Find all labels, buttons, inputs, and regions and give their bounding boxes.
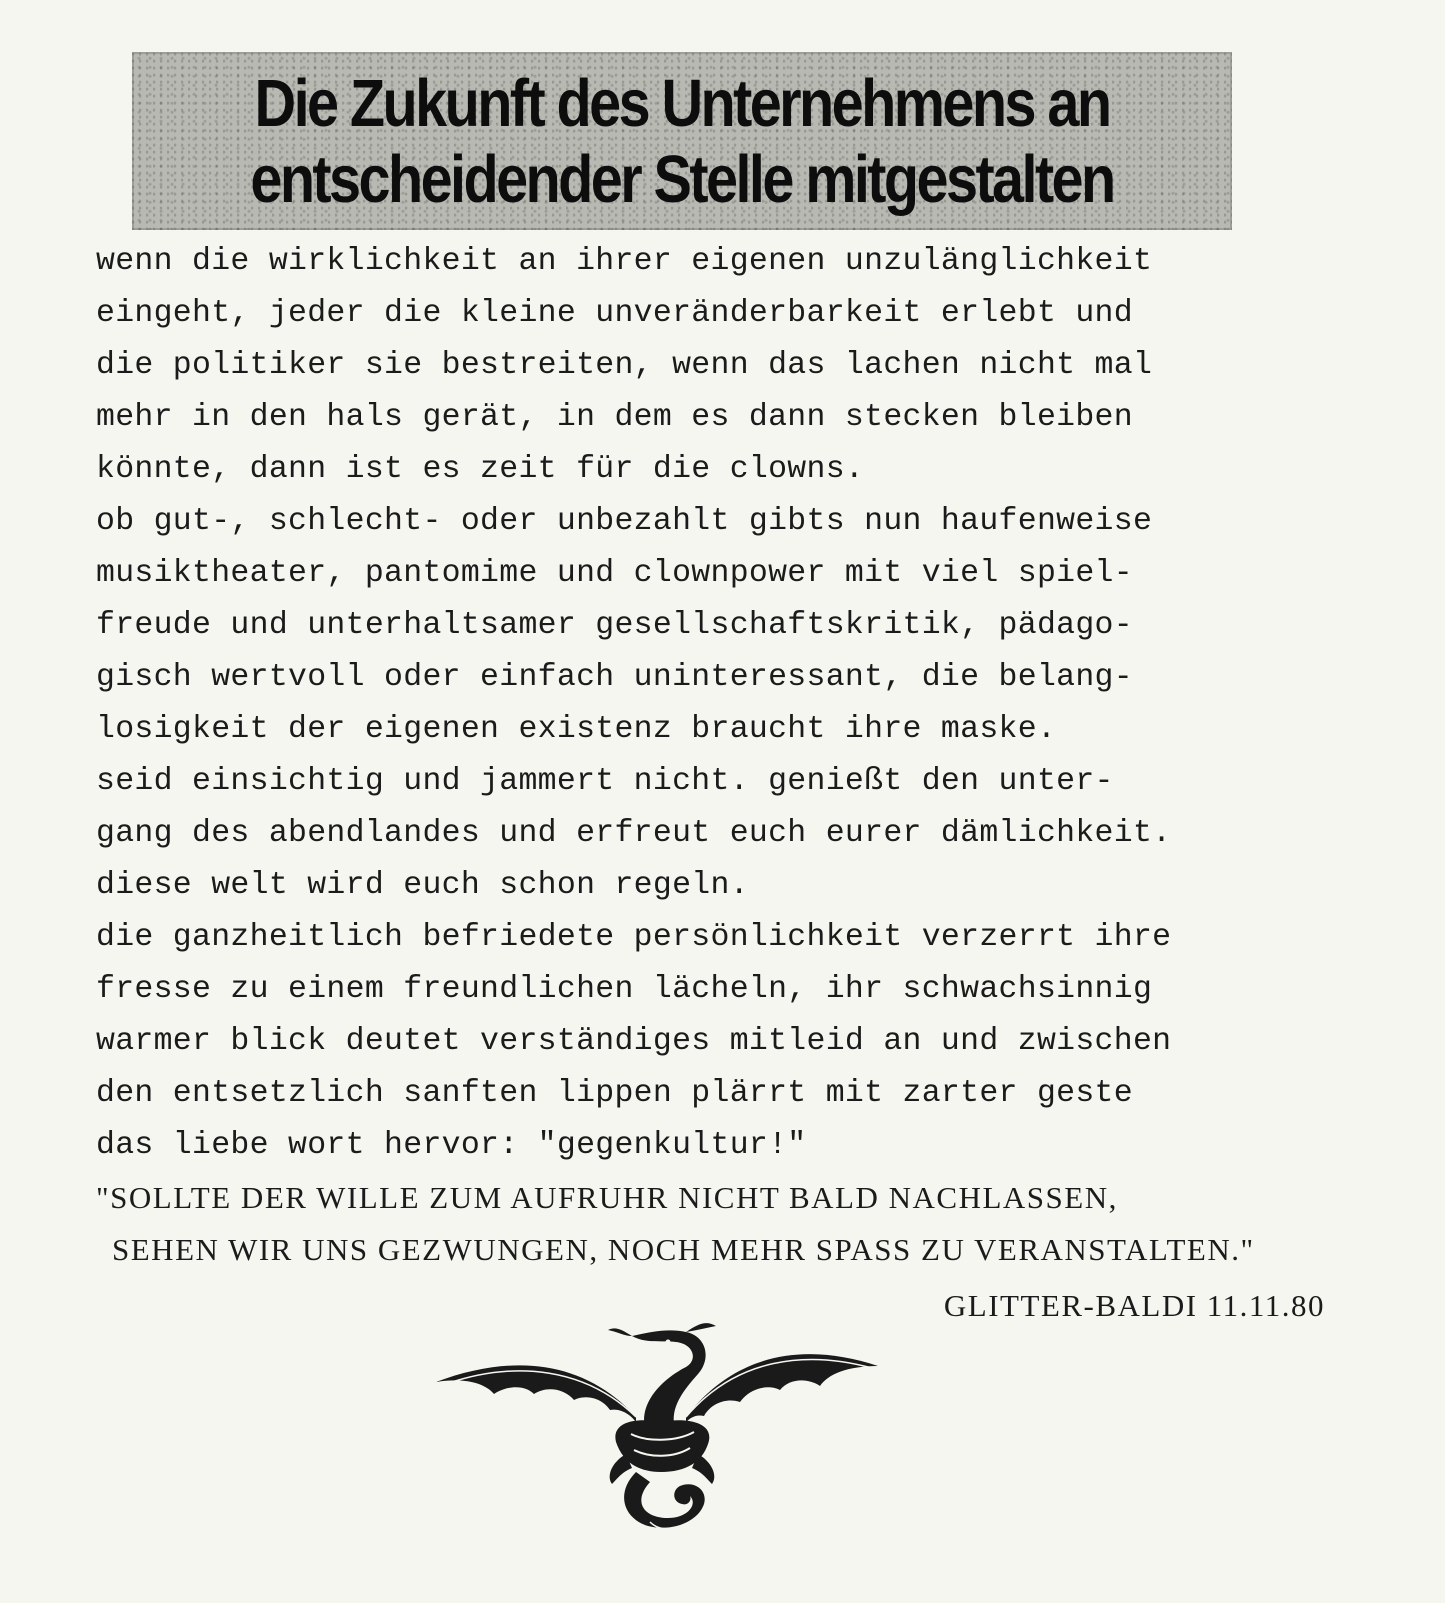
body-line: gang des abendlandes und erfreut euch eurer dämlichkeit.: [96, 816, 1172, 851]
body-line: musiktheater, pantomime und clownpower mit viel spiel-: [96, 556, 1133, 591]
signature: GLITTER-BALDI 11.11.80: [943, 1288, 1325, 1323]
body-line: könnte, dann ist es zeit für die clowns.: [96, 452, 865, 487]
quote-line-2: SEHEN WIR UNS GEZWUNGEN, NOCH MEHR SPASS ZU VERANSTALTEN.": [112, 1232, 1255, 1267]
body-line: fresse zu einem freundlichen lächeln, ihr schwachsinnig: [96, 972, 1153, 1007]
body-line: freude und unterhaltsamer gesellschaftskritik, pädago-: [96, 608, 1133, 643]
body-line: losigkeit der eigenen existenz braucht ihre maske.: [96, 712, 1057, 747]
winged-dragon-icon: [436, 1322, 886, 1542]
body-line: die ganzheitlich befriedete persönlichkeit verzerrt ihre: [96, 920, 1172, 955]
body-line: ob gut-, schlecht- oder unbezahlt gibts nun haufenweise: [96, 504, 1153, 539]
headline-line-2: entscheidender Stelle mitgestalten: [250, 142, 1114, 217]
body-line: mehr in den hals gerät, in dem es dann stecken bleiben: [96, 400, 1133, 435]
body-line: das liebe wort hervor: "gegenkultur!": [96, 1128, 807, 1163]
body-line: gisch wertvoll oder einfach uninteressant, die belang-: [96, 660, 1133, 695]
body-line: warmer blick deutet verständiges mitleid an und zwischen: [96, 1024, 1172, 1059]
body-line: wenn die wirklichkeit an ihrer eigenen unzulänglichkeit: [96, 244, 1153, 279]
body-line: eingeht, jeder die kleine unveränderbarkeit erlebt und: [96, 296, 1133, 331]
body-line: den entsetzlich sanften lippen plärrt mit zarter geste: [96, 1076, 1133, 1111]
headline-line-1: Die Zukunft des Unternehmens an: [254, 66, 1110, 141]
newspaper-headline-clipping: [132, 52, 1232, 230]
body-line: seid einsichtig und jammert nicht. genießt den unter-: [96, 764, 1114, 799]
headline: [209, 66, 1155, 218]
body-text: [96, 236, 1356, 1276]
body-line: die politiker sie bestreiten, wenn das lachen nicht mal: [96, 348, 1153, 383]
body-line: diese welt wird euch schon regeln.: [96, 868, 749, 903]
quote-line-1: "SOLLTE DER WILLE ZUM AUFRUHR NICHT BALD NACHLASSEN,: [96, 1180, 1118, 1215]
